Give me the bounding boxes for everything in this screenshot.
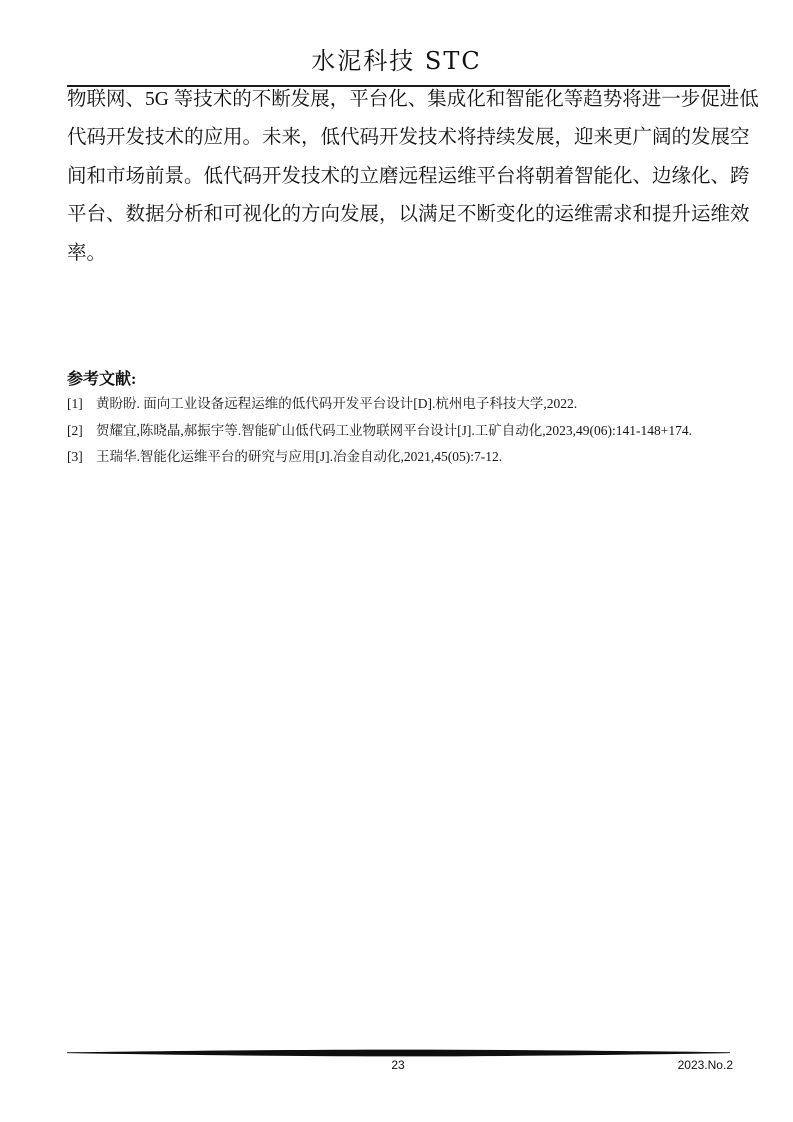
paragraph-line: 率。 xyxy=(67,242,107,264)
paragraph-line: 物联网、5G 等技术的不断发展，平台化、集成化和智能化等趋势将进一步促进低 xyxy=(67,89,759,110)
page-footer xyxy=(63,1056,733,1074)
reference-item xyxy=(67,418,747,445)
issue-number: 2023.No.2 xyxy=(677,1058,733,1072)
reference-text: 王瑞华.智能化运维平台的研究与应用[J].冶金自动化,2021,45(05):7-12. xyxy=(96,449,503,465)
paragraph-line: 平台、数据分析和可视化的方向发展，以满足不断变化的运维需求和提升运维效 xyxy=(67,204,750,226)
reference-item xyxy=(67,444,747,471)
reference-text: 贺耀宜,陈晓晶,郝振宇等.智能矿山低代码工业物联网平台设计[J].工矿自动化,2023,49(06):141-148+174. xyxy=(96,422,692,438)
paragraph-line: 间和市场前景。低代码开发技术的立磨远程运维平台将朝着智能化、边缘化、跨 xyxy=(67,165,750,187)
references-heading: 参考文献: xyxy=(67,371,137,388)
page-number: 23 xyxy=(391,1058,405,1072)
body-paragraph xyxy=(67,81,759,273)
reference-marker: [3] xyxy=(67,449,83,465)
reference-item xyxy=(67,391,747,418)
reference-marker: [2] xyxy=(67,422,83,438)
reference-marker: [1] xyxy=(67,396,83,411)
reference-list xyxy=(67,391,747,471)
paragraph-line: 代码开发技术的应用。未来，低代码开发技术将持续发展，迎来更广阔的发展空 xyxy=(67,127,750,149)
journal-title: 水泥科技 STC xyxy=(311,47,482,75)
reference-text: 黄盼盼. 面向工业设备远程运维的低代码开发平台设计[D].杭州电子科技大学,2022. xyxy=(96,396,578,411)
